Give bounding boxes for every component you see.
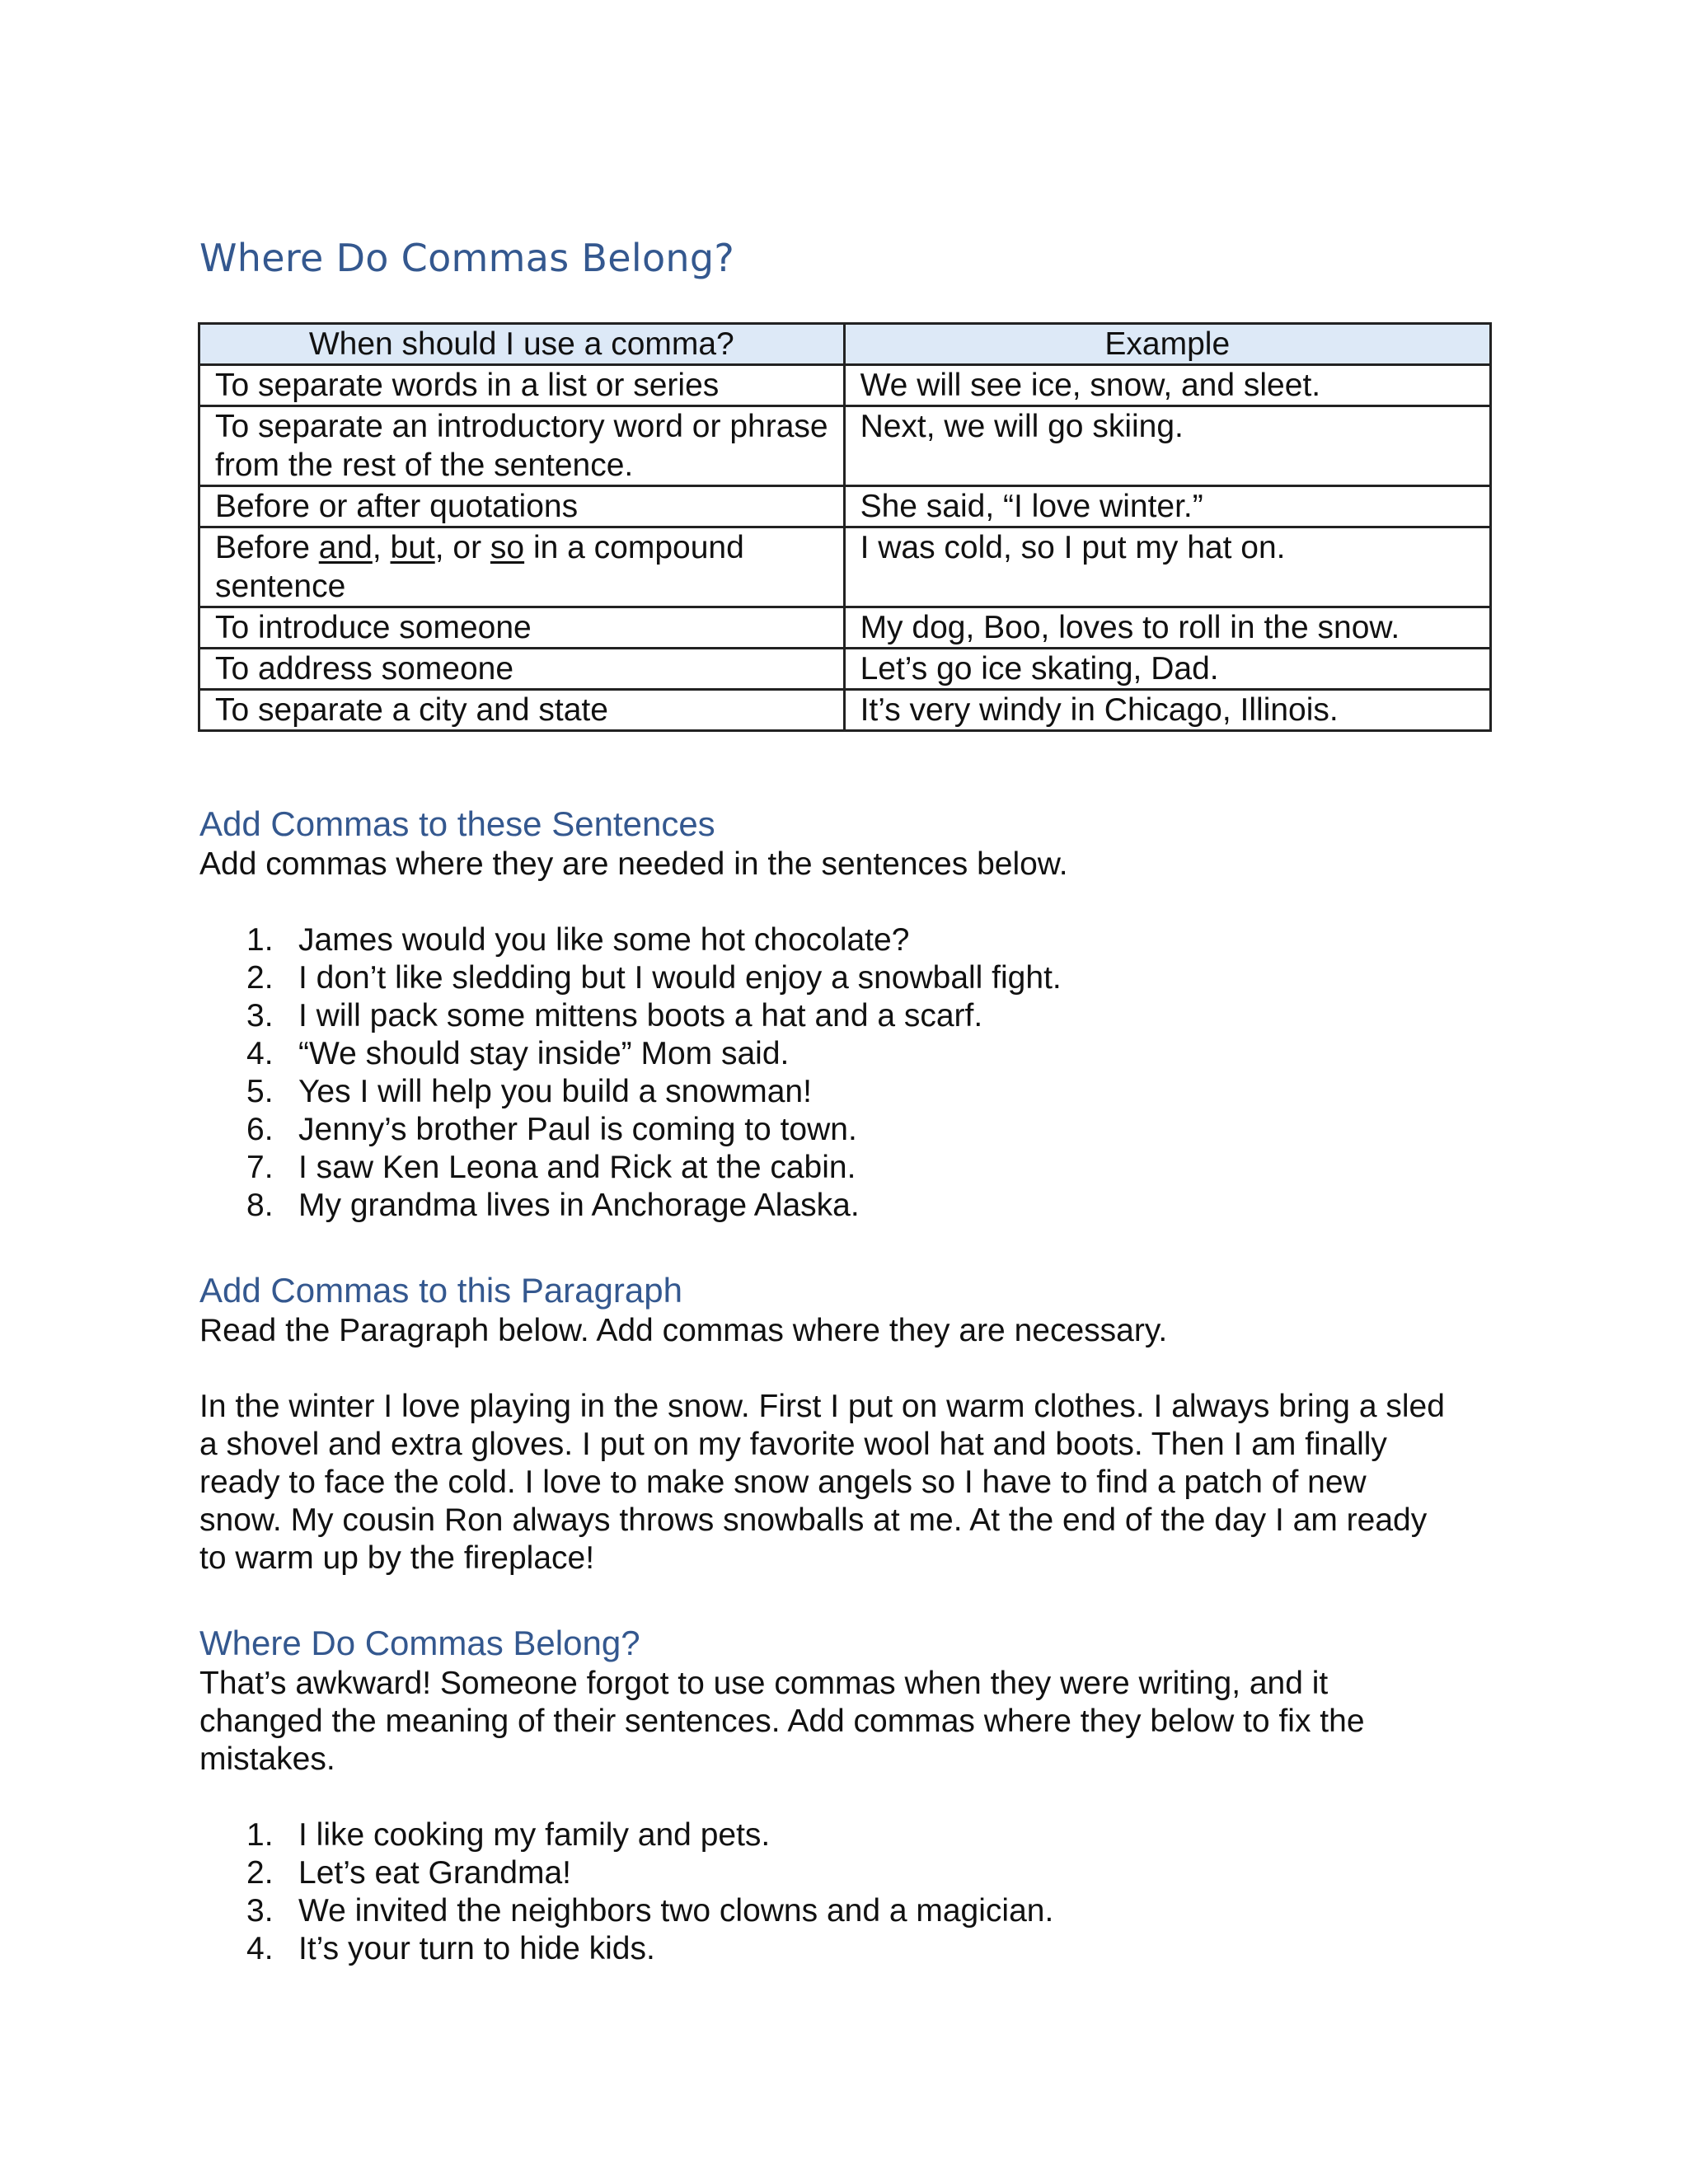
item-text: I don’t like sledding but I would enjoy a snowball fight. [298, 960, 1062, 996]
rule-cell: To separate a city and state [199, 690, 845, 731]
rule-text: Before [215, 530, 319, 565]
list-item [199, 1149, 1502, 1187]
mistake-list [199, 1816, 1502, 1968]
item-text: Let’s eat Grandma! [298, 1855, 571, 1891]
item-number: 5. [246, 1074, 274, 1109]
example-cell: We will see ice, snow, and sleet. [844, 365, 1490, 406]
list-item [199, 1854, 1502, 1892]
paragraph-line: to warm up by the fireplace! [199, 1540, 595, 1576]
item-number: 4. [246, 1931, 274, 1966]
list-item [199, 959, 1502, 997]
conjunction-and: and [318, 530, 373, 565]
item-text: My grandma lives in Anchorage Alaska. [298, 1188, 860, 1223]
table-row [199, 527, 1491, 607]
item-number: 3. [246, 1893, 274, 1929]
list-item [199, 1073, 1502, 1111]
rule-text: , [372, 530, 391, 565]
paragraph-line: ready to face the cold. I love to make snow angels so I have to find a patch of new [199, 1465, 1367, 1500]
paragraph-line: a shovel and extra gloves. I put on my favorite wool hat and boots. Then I am finally [199, 1427, 1387, 1462]
item-text: I saw Ken Leona and Rick at the cabin. [298, 1150, 856, 1185]
table-row [199, 649, 1491, 690]
rule-text: in a compound sentence [215, 530, 744, 604]
sentence-list [199, 921, 1502, 1225]
example-cell: It’s very windy in Chicago, Illinois. [844, 690, 1490, 731]
section-instruction [199, 1665, 1502, 1779]
item-number: 4. [246, 1036, 274, 1071]
rule-cell: To separate an introductory word or phrase from the rest of the sentence. [199, 406, 845, 486]
list-item [199, 1187, 1502, 1225]
table-row [199, 690, 1491, 731]
item-number: 7. [246, 1150, 274, 1185]
instruction-line: changed the meaning of their sentences. Add commas where they below to fix the [199, 1704, 1365, 1739]
column-header-example: Example [844, 324, 1490, 365]
table-row [199, 486, 1491, 527]
section-where-do-commas-belong [199, 1622, 1502, 1968]
instruction-line: mistakes. [199, 1741, 335, 1777]
paragraph-line: snow. My cousin Ron always throws snowballs at me. At the end of the day I am ready [199, 1502, 1428, 1538]
example-cell: Next, we will go skiing. [844, 406, 1490, 486]
example-cell: Let’s go ice skating, Dad. [844, 649, 1490, 690]
item-text: “We should stay inside” Mom said. [298, 1036, 790, 1071]
paragraph-line: In the winter I love playing in the snow. First I put on warm clothes. I always bring a sled [199, 1389, 1445, 1424]
item-text: Jenny’s brother Paul is coming to town. [298, 1112, 857, 1147]
item-text: I like cooking my family and pets. [298, 1817, 771, 1853]
table-header-row [199, 324, 1491, 365]
list-item [199, 997, 1502, 1035]
item-number: 8. [246, 1188, 274, 1223]
item-number: 2. [246, 960, 274, 996]
list-item [199, 921, 1502, 959]
list-item [199, 1111, 1502, 1149]
item-number: 3. [246, 998, 274, 1033]
comma-rules-table [198, 322, 1492, 732]
section-add-commas-sentences [199, 803, 1502, 1225]
page-title: Where Do Commas Belong? [199, 236, 735, 280]
list-item [199, 1816, 1502, 1854]
item-text: It’s your turn to hide kids. [298, 1931, 655, 1966]
example-cell: She said, “I love winter.” [844, 486, 1490, 527]
example-cell: My dog, Boo, loves to roll in the snow. [844, 607, 1490, 649]
table-row [199, 406, 1491, 486]
table-row [199, 365, 1491, 406]
section-heading: Add Commas to this Paragraph [199, 1271, 682, 1310]
section-instruction: Add commas where they are needed in the sentences below. [199, 846, 1068, 882]
list-item [199, 1930, 1502, 1968]
conjunction-but: but [390, 530, 435, 565]
section-heading: Where Do Commas Belong? [199, 1624, 640, 1662]
item-text: Yes I will help you build a snowman! [298, 1074, 812, 1109]
item-number: 1. [246, 922, 274, 958]
list-item [199, 1892, 1502, 1930]
item-number: 2. [246, 1855, 274, 1891]
rule-text: , or [434, 530, 490, 565]
rule-cell: To address someone [199, 649, 845, 690]
item-number: 1. [246, 1817, 274, 1853]
column-header-when: When should I use a comma? [199, 324, 845, 365]
list-item [199, 1035, 1502, 1073]
section-heading: Add Commas to these Sentences [199, 804, 715, 843]
table-row [199, 607, 1491, 649]
item-number: 6. [246, 1112, 274, 1147]
rule-cell: Before or after quotations [199, 486, 845, 527]
rule-cell: To separate words in a list or series [199, 365, 845, 406]
section-instruction: Read the Paragraph below. Add commas where they are necessary. [199, 1313, 1168, 1348]
item-text: I will pack some mittens boots a hat and a scarf. [298, 998, 983, 1033]
item-text: We invited the neighbors two clowns and a magician. [298, 1893, 1054, 1929]
instruction-line: That’s awkward! Someone forgot to use commas when they were writing, and it [199, 1666, 1329, 1701]
example-cell: I was cold, so I put my hat on. [844, 527, 1490, 607]
winter-paragraph [199, 1388, 1502, 1577]
rule-cell [199, 527, 845, 607]
section-add-commas-paragraph [199, 1269, 1502, 1577]
item-text: James would you like some hot chocolate? [298, 922, 910, 958]
conjunction-so: so [490, 530, 525, 565]
rule-cell: To introduce someone [199, 607, 845, 649]
